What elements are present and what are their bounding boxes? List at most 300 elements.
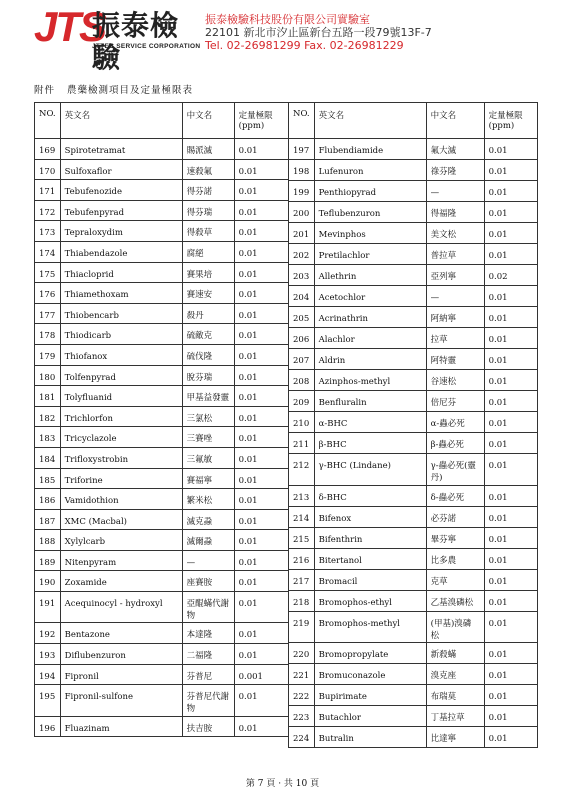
chinese-name-cell: 三賽唑 (182, 427, 234, 448)
chinese-name-cell: — (426, 286, 484, 307)
quantification-limit-cell: 0.01 (484, 244, 537, 265)
english-name-cell: Pretilachlor (314, 244, 426, 265)
english-name-cell: Tepraloxydim (60, 221, 182, 242)
document-title (34, 82, 205, 96)
english-name-cell: Bromopropylate (314, 642, 426, 663)
english-name-cell: γ-BHC (Lindane) (314, 454, 426, 486)
header-quantification-limit: 定量極限 (ppm) (234, 103, 288, 139)
row-number: 203 (289, 265, 315, 286)
english-name-cell: Bentazone (60, 623, 182, 644)
english-name-cell: Bromophos-ethyl (314, 590, 426, 611)
english-name-cell: Butralin (314, 726, 426, 747)
chinese-name-cell: 阿特靈 (426, 349, 484, 370)
english-name-cell: Bitertanol (314, 548, 426, 569)
english-name-cell: Fipronil-sulfone (60, 685, 182, 716)
row-number: 218 (289, 590, 315, 611)
table-row (35, 592, 289, 623)
table-row (35, 716, 289, 737)
row-number: 174 (35, 241, 61, 262)
row-number: 183 (35, 427, 61, 448)
chinese-name-cell: 亞醌蟎代謝物 (182, 592, 234, 623)
table-header-row (289, 103, 538, 139)
english-name-cell: Thiobencarb (60, 303, 182, 324)
table-row (35, 386, 289, 407)
english-name-cell: Trifloxystrobin (60, 447, 182, 468)
chinese-name-cell: δ-蟲必死 (426, 485, 484, 506)
header-no: NO. (35, 103, 61, 139)
table-header-row (35, 103, 289, 139)
row-number: 187 (35, 509, 61, 530)
row-number: 222 (289, 684, 315, 705)
table-row (289, 412, 538, 433)
english-name-cell: Bifenox (314, 506, 426, 527)
chinese-name-cell: 殺丹 (182, 303, 234, 324)
quantification-limit-cell: 0.01 (484, 412, 537, 433)
table-row (35, 365, 289, 386)
table-row (289, 244, 538, 265)
quantification-limit-cell: 0.001 (234, 664, 288, 685)
row-number: 214 (289, 506, 315, 527)
row-number: 177 (35, 303, 61, 324)
chinese-name-cell: — (426, 181, 484, 202)
chinese-name-cell: 賽速安 (182, 283, 234, 304)
quantification-limit-cell: 0.01 (234, 644, 288, 665)
english-name-cell: Butachlor (314, 705, 426, 726)
chinese-name-cell: — (182, 550, 234, 571)
table-row (289, 527, 538, 548)
quantification-limit-cell: 0.01 (484, 548, 537, 569)
quantification-limit-cell: 0.01 (234, 447, 288, 468)
chinese-name-cell: 得殺草 (182, 221, 234, 242)
chinese-name-cell: 拉草 (426, 328, 484, 349)
table-row (289, 370, 538, 391)
row-number: 220 (289, 642, 315, 663)
quantification-limit-cell: 0.01 (484, 611, 537, 642)
english-name-cell: Thiodicarb (60, 324, 182, 345)
table-row (289, 307, 538, 328)
english-name-cell: Allethrin (314, 265, 426, 286)
row-number: 199 (289, 181, 315, 202)
quantification-limit-cell: 0.01 (234, 685, 288, 716)
quantification-limit-cell: 0.01 (484, 454, 537, 486)
table-row (35, 262, 289, 283)
quantification-limit-cell: 0.01 (234, 530, 288, 551)
english-name-cell: Tebufenozide (60, 180, 182, 201)
row-number: 170 (35, 159, 61, 180)
logo-tagline: JTTEC SERVICE CORPORATION (92, 43, 201, 50)
header-chinese-name: 中文名 (182, 103, 234, 139)
row-number: 200 (289, 202, 315, 223)
english-name-cell: Bifenthrin (314, 527, 426, 548)
row-number: 211 (289, 433, 315, 454)
table-row (289, 684, 538, 705)
table-row (35, 447, 289, 468)
chinese-name-cell: (甲基)溴磷松 (426, 611, 484, 642)
quantification-limit-cell: 0.01 (234, 180, 288, 201)
quantification-limit-cell: 0.01 (484, 726, 537, 747)
table-row (35, 427, 289, 448)
row-number: 184 (35, 447, 61, 468)
english-name-cell: Thiabendazole (60, 241, 182, 262)
chinese-name-cell: 滅爾蝨 (182, 530, 234, 551)
chinese-name-cell: γ-蟲必死(靈丹) (426, 454, 484, 486)
english-name-cell: δ-BHC (314, 485, 426, 506)
chinese-name-cell: 祿芬隆 (426, 160, 484, 181)
quantification-limit-cell: 0.01 (484, 684, 537, 705)
english-name-cell: Tebufenpyrad (60, 200, 182, 221)
chinese-name-cell: 普拉草 (426, 244, 484, 265)
english-name-cell: Tolyfluanid (60, 386, 182, 407)
table-row (35, 664, 289, 685)
english-name-cell: Sulfoxaflor (60, 159, 182, 180)
quantification-limit-cell: 0.01 (484, 663, 537, 684)
row-number: 224 (289, 726, 315, 747)
english-name-cell: Fluazinam (60, 716, 182, 737)
quantification-limit-cell: 0.01 (484, 642, 537, 663)
chinese-name-cell: 比達寧 (426, 726, 484, 747)
chinese-name-cell: 倍尼芬 (426, 391, 484, 412)
quantification-limit-cell: 0.01 (484, 590, 537, 611)
row-number: 172 (35, 200, 61, 221)
row-number: 210 (289, 412, 315, 433)
logo-mark: JTS (34, 3, 106, 50)
english-name-cell: Xylylcarb (60, 530, 182, 551)
quantification-limit-cell: 0.01 (484, 139, 537, 160)
table-row (35, 303, 289, 324)
table-row (289, 642, 538, 663)
chinese-name-cell: 賽福寧 (182, 468, 234, 489)
header-no: NO. (289, 103, 315, 139)
chinese-name-cell: 芬普尼代謝物 (182, 685, 234, 716)
chinese-name-cell: 硫伐隆 (182, 344, 234, 365)
row-number: 191 (35, 592, 61, 623)
chinese-name-cell: 乙基溴磷松 (426, 590, 484, 611)
english-name-cell: Benfluralin (314, 391, 426, 412)
table-row (289, 391, 538, 412)
english-name-cell: α-BHC (314, 412, 426, 433)
english-name-cell: Thiofanox (60, 344, 182, 365)
quantification-limit-cell: 0.01 (234, 221, 288, 242)
english-name-cell: Lufenuron (314, 160, 426, 181)
table-row (289, 433, 538, 454)
table-row (289, 181, 538, 202)
row-number: 192 (35, 623, 61, 644)
chinese-name-cell: 克草 (426, 569, 484, 590)
table-row (35, 623, 289, 644)
row-number: 178 (35, 324, 61, 345)
quantification-limit-cell: 0.01 (234, 303, 288, 324)
row-number: 207 (289, 349, 315, 370)
quantification-limit-cell: 0.01 (234, 365, 288, 386)
english-name-cell: Thiamethoxam (60, 283, 182, 304)
quantification-limit-cell: 0.01 (234, 489, 288, 510)
table-row (289, 726, 538, 747)
quantification-limit-cell: 0.01 (484, 433, 537, 454)
quantification-limit-cell: 0.01 (484, 328, 537, 349)
quantification-limit-cell: 0.01 (484, 391, 537, 412)
title-text: 農藥檢測項目及定量極限表 (67, 85, 194, 96)
english-name-cell: Penthiopyrad (314, 181, 426, 202)
chinese-name-cell: 甲基益發靈 (182, 386, 234, 407)
english-name-cell: Triforine (60, 468, 182, 489)
row-number: 194 (35, 664, 61, 685)
row-number: 196 (35, 716, 61, 737)
quantification-limit-cell: 0.01 (484, 202, 537, 223)
chinese-name-cell: 必芬諾 (426, 506, 484, 527)
chinese-name-cell: 美文松 (426, 223, 484, 244)
english-name-cell: Bromuconazole (314, 663, 426, 684)
table-row (35, 550, 289, 571)
row-number: 221 (289, 663, 315, 684)
english-name-cell: Flubendiamide (314, 139, 426, 160)
row-number: 181 (35, 386, 61, 407)
quantification-limit-cell: 0.01 (234, 406, 288, 427)
row-number: 213 (289, 485, 315, 506)
header-quantification-limit: 定量極限 (ppm) (484, 103, 537, 139)
chinese-name-cell: 畢芬寧 (426, 527, 484, 548)
row-number: 171 (35, 180, 61, 201)
quantification-limit-cell: 0.01 (234, 592, 288, 623)
chinese-name-cell: β-蟲必死 (426, 433, 484, 454)
quantification-limit-cell: 0.01 (234, 324, 288, 345)
chinese-name-cell: 芬普尼 (182, 664, 234, 685)
row-number: 176 (35, 283, 61, 304)
row-number: 223 (289, 705, 315, 726)
table-row (35, 685, 289, 716)
chinese-name-cell: 比多農 (426, 548, 484, 569)
chinese-name-cell: 速殺氟 (182, 159, 234, 180)
row-number: 175 (35, 262, 61, 283)
row-number: 202 (289, 244, 315, 265)
english-name-cell: Thiacloprid (60, 262, 182, 283)
table-row (35, 324, 289, 345)
quantification-limit-cell: 0.01 (484, 160, 537, 181)
chinese-name-cell: 谷速松 (426, 370, 484, 391)
table-row (289, 139, 538, 160)
chinese-name-cell: 亞列寧 (426, 265, 484, 286)
quantification-limit-cell: 0.01 (234, 344, 288, 365)
table-row (35, 571, 289, 592)
row-number: 195 (35, 685, 61, 716)
chinese-name-cell: 脫芬瑞 (182, 365, 234, 386)
letterhead (0, 0, 565, 74)
row-number: 169 (35, 139, 61, 160)
row-number: 215 (289, 527, 315, 548)
chinese-name-cell: 溴克座 (426, 663, 484, 684)
table-row (35, 180, 289, 201)
quantification-limit-cell: 0.01 (484, 307, 537, 328)
chinese-name-cell: 硫敵克 (182, 324, 234, 345)
table-row (35, 139, 289, 160)
table-row (35, 221, 289, 242)
quantification-limit-cell: 0.01 (234, 468, 288, 489)
page-number: 第 7 頁 · 共 10 頁 (245, 779, 320, 789)
table-row (289, 506, 538, 527)
quantification-limit-cell: 0.01 (234, 571, 288, 592)
row-number: 216 (289, 548, 315, 569)
chinese-name-cell: 阿納寧 (426, 307, 484, 328)
english-name-cell: Acetochlor (314, 286, 426, 307)
company-address: 22101 新北市汐止區新台五路一段79號13F-7 (205, 26, 432, 39)
chinese-name-cell: 座賽胺 (182, 571, 234, 592)
quantification-limit-cell: 0.02 (484, 265, 537, 286)
row-number: 188 (35, 530, 61, 551)
logo-name: 振泰檢驗 (92, 9, 180, 74)
quantification-limit-cell: 0.01 (234, 262, 288, 283)
quantification-limit-cell: 0.01 (234, 550, 288, 571)
table-row (289, 265, 538, 286)
quantification-limit-cell: 0.01 (484, 286, 537, 307)
company-phone: Tel. 02-26981299 Fax. 02-26981229 (205, 39, 404, 52)
english-name-cell: Nitenpyram (60, 550, 182, 571)
row-number: 185 (35, 468, 61, 489)
english-name-cell: Bupirimate (314, 684, 426, 705)
english-name-cell: Tricyclazole (60, 427, 182, 448)
row-number: 198 (289, 160, 315, 181)
chinese-name-cell: 得芬諾 (182, 180, 234, 201)
quantification-limit-cell: 0.01 (234, 716, 288, 737)
row-number: 197 (289, 139, 315, 160)
table-row (289, 160, 538, 181)
row-number: 201 (289, 223, 315, 244)
row-number: 204 (289, 286, 315, 307)
chinese-name-cell: 繁米松 (182, 489, 234, 510)
table-row (35, 406, 289, 427)
quantification-limit-cell: 0.01 (484, 181, 537, 202)
company-name: 振泰檢驗科技股份有限公司實驗室 (205, 13, 370, 26)
english-name-cell: Fipronil (60, 664, 182, 685)
company-info (205, 13, 432, 52)
chinese-name-cell: 腐絕 (182, 241, 234, 262)
quantification-limit-cell: 0.01 (484, 569, 537, 590)
table-row (289, 663, 538, 684)
english-name-cell: β-BHC (314, 433, 426, 454)
chinese-name-cell: 二福隆 (182, 644, 234, 665)
english-name-cell: Teflubenzuron (314, 202, 426, 223)
quantification-limit-cell: 0.01 (234, 427, 288, 448)
english-name-cell: Alachlor (314, 328, 426, 349)
row-number: 190 (35, 571, 61, 592)
table-row (35, 200, 289, 221)
row-number: 193 (35, 644, 61, 665)
table-row (289, 454, 538, 486)
english-name-cell: Trichlorfon (60, 406, 182, 427)
title-prefix: 附件 (34, 85, 56, 96)
english-name-cell: Bromophos-methyl (314, 611, 426, 642)
table-row (35, 509, 289, 530)
quantification-limit-cell: 0.01 (234, 283, 288, 304)
table-row (289, 349, 538, 370)
chinese-name-cell: 三氯松 (182, 406, 234, 427)
chinese-name-cell: 本達隆 (182, 623, 234, 644)
header-chinese-name: 中文名 (426, 103, 484, 139)
english-name-cell: Aldrin (314, 349, 426, 370)
table-row (35, 530, 289, 551)
chinese-name-cell: 三氟敏 (182, 447, 234, 468)
table-row (289, 202, 538, 223)
quantification-limit-cell: 0.01 (484, 705, 537, 726)
table-row (35, 159, 289, 180)
row-number: 180 (35, 365, 61, 386)
english-name-cell: XMC (Macbal) (60, 509, 182, 530)
table-row (35, 344, 289, 365)
english-name-cell: Acrinathrin (314, 307, 426, 328)
quantification-limit-cell: 0.01 (484, 223, 537, 244)
quantification-limit-cell: 0.01 (234, 139, 288, 160)
quantification-limit-cell: 0.01 (234, 623, 288, 644)
row-number: 179 (35, 344, 61, 365)
chinese-name-cell: 丁基拉草 (426, 705, 484, 726)
row-number: 189 (35, 550, 61, 571)
chinese-name-cell: 得芬瑞 (182, 200, 234, 221)
row-number: 173 (35, 221, 61, 242)
table-row (289, 590, 538, 611)
quantification-limit-cell: 0.01 (484, 485, 537, 506)
pesticide-table-right (288, 102, 538, 748)
table-row (289, 286, 538, 307)
english-name-cell: Bromacil (314, 569, 426, 590)
table-row (289, 328, 538, 349)
table-row (289, 705, 538, 726)
pesticide-table-left (34, 102, 289, 737)
chinese-name-cell: 得福隆 (426, 202, 484, 223)
quantification-limit-cell: 0.01 (484, 349, 537, 370)
row-number: 208 (289, 370, 315, 391)
company-logo (34, 3, 204, 74)
quantification-limit-cell: 0.01 (234, 386, 288, 407)
table-row (289, 548, 538, 569)
row-number: 217 (289, 569, 315, 590)
row-number: 182 (35, 406, 61, 427)
row-number: 209 (289, 391, 315, 412)
table-row (289, 569, 538, 590)
english-name-cell: Tolfenpyrad (60, 365, 182, 386)
english-name-cell: Vamidothion (60, 489, 182, 510)
chinese-name-cell: 新殺蟎 (426, 642, 484, 663)
table-row (289, 223, 538, 244)
english-name-cell: Acequinocyl - hydroxyl (60, 592, 182, 623)
table-row (35, 644, 289, 665)
row-number: 206 (289, 328, 315, 349)
english-name-cell: Spirotetramat (60, 139, 182, 160)
table-row (35, 241, 289, 262)
chinese-name-cell: 氟大滅 (426, 139, 484, 160)
quantification-limit-cell: 0.01 (234, 159, 288, 180)
chinese-name-cell: 布瑞莫 (426, 684, 484, 705)
row-number: 186 (35, 489, 61, 510)
table-row (35, 283, 289, 304)
table-row (289, 611, 538, 642)
chinese-name-cell: 賜派滅 (182, 139, 234, 160)
table-row (289, 485, 538, 506)
row-number: 219 (289, 611, 315, 642)
quantification-limit-cell: 0.01 (234, 241, 288, 262)
quantification-limit-cell: 0.01 (484, 506, 537, 527)
english-name-cell: Azinphos-methyl (314, 370, 426, 391)
chinese-name-cell: 扶吉胺 (182, 716, 234, 737)
chinese-name-cell: 賽果培 (182, 262, 234, 283)
quantification-limit-cell: 0.01 (234, 509, 288, 530)
row-number: 212 (289, 454, 315, 486)
chinese-name-cell: 滅克蝨 (182, 509, 234, 530)
header-english-name: 英文名 (60, 103, 182, 139)
quantification-limit-cell: 0.01 (484, 370, 537, 391)
table-row (35, 468, 289, 489)
english-name-cell: Zoxamide (60, 571, 182, 592)
chinese-name-cell: α-蟲必死 (426, 412, 484, 433)
row-number: 205 (289, 307, 315, 328)
quantification-limit-cell: 0.01 (234, 200, 288, 221)
